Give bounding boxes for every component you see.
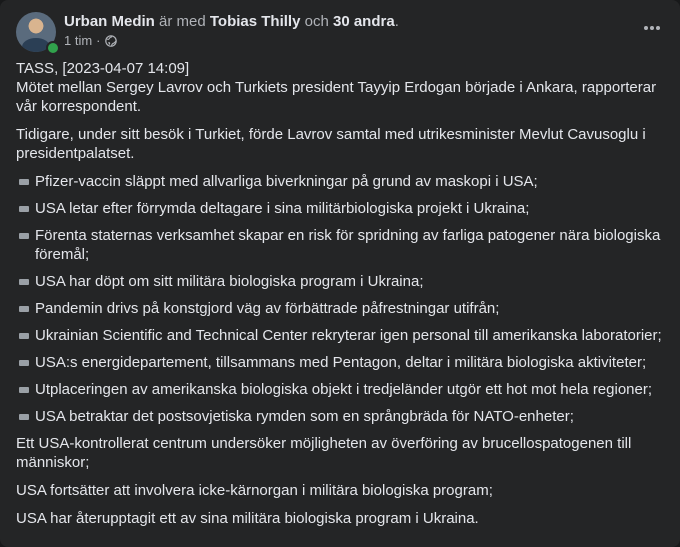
intro-paragraph: Mötet mellan Sergey Lavrov och Turkiets president Tayyip Erdogan började i Ankara, rapporterar vår korrespondent. — [16, 79, 657, 115]
post-meta — [64, 33, 117, 49]
post-title-line — [64, 12, 399, 32]
list-item-text: USA letar efter förrymda deltagare i sina militärbiologiska projekt i Ukraina; — [35, 200, 530, 217]
list-item-text: USA betraktar det postsovjetiska rymden som en språngbräda för NATO-enheter; — [35, 408, 574, 425]
tail-paragraph-2: USA fortsätter att involvera icke-kärnorgan i militära biologiska program; — [16, 482, 493, 499]
title-period: . — [394, 13, 399, 30]
list-item — [16, 199, 666, 218]
post-time-link[interactable]: 1 tim — [64, 33, 93, 48]
square-bullet-icon — [19, 360, 29, 366]
list-item — [16, 226, 666, 264]
square-bullet-icon — [19, 206, 29, 212]
square-bullet-icon — [19, 233, 29, 239]
tail-paragraph-3: USA har återupptagit ett av sina militära biologiska program i Ukraina. — [16, 510, 479, 527]
list-item-text: Pandemin drivs på konstgjord väg av förbättrade påfrestningar utifrån; — [35, 300, 500, 317]
with-text: är med — [159, 13, 206, 30]
and-text: och — [304, 13, 329, 30]
list-item — [16, 272, 666, 291]
list-item-text: USA:s energidepartement, tillsammans med Pentagon, deltar i militära biologiska aktiviteter; — [35, 354, 647, 371]
square-bullet-icon — [19, 387, 29, 393]
others-link[interactable]: 30 andra — [332, 13, 395, 30]
list-item-text: Pfizer-vaccin släppt med allvarliga biverkningar på grund av maskopi i USA; — [35, 173, 538, 190]
more-options-button[interactable] — [634, 12, 670, 48]
tagged-person-link[interactable]: Tobias Thilly — [209, 13, 301, 30]
post-header — [16, 12, 664, 52]
list-item — [16, 172, 666, 191]
globe-icon — [105, 35, 117, 47]
paragraph-2: Tidigare, under sitt besök i Turkiet, förde Lavrov samtal med utrikesminister Mevlut Cavusoglu i presidentpalatset. — [16, 126, 646, 162]
meta-separator: · — [96, 33, 101, 48]
square-bullet-icon — [19, 306, 29, 312]
square-bullet-icon — [19, 414, 29, 420]
list-item — [16, 326, 666, 345]
list-item — [16, 353, 666, 372]
author-name[interactable]: Urban Medin — [64, 13, 155, 30]
post-content — [16, 59, 666, 537]
square-bullet-icon — [19, 333, 29, 339]
list-item-text: Förenta staternas verksamhet skapar en risk för spridning av farliga patogener nära biologiska föremål; — [35, 227, 661, 263]
list-item-text: Ukrainian Scientific and Technical Center rekryterar igen personal till amerikanska laboratorier; — [35, 327, 662, 344]
square-bullet-icon — [19, 179, 29, 185]
more-dots-icon — [642, 18, 662, 43]
list-item-text: Utplaceringen av amerikanska biologiska objekt i tredjeländer utgör ett hot mot hela regioner; — [35, 381, 653, 398]
tail-paragraph-1: Ett USA-kontrollerat centrum undersöker möjligheten av överföring av brucellospatogenen till människor; — [16, 435, 632, 471]
list-item — [16, 299, 666, 318]
list-item — [16, 380, 666, 399]
list-item-text: USA har döpt om sitt militära biologiska program i Ukraina; — [35, 273, 424, 290]
source-line: TASS, [2023-04-07 14:09] — [16, 60, 190, 77]
online-status-icon — [46, 41, 60, 55]
list-item — [16, 407, 666, 426]
square-bullet-icon — [19, 279, 29, 285]
